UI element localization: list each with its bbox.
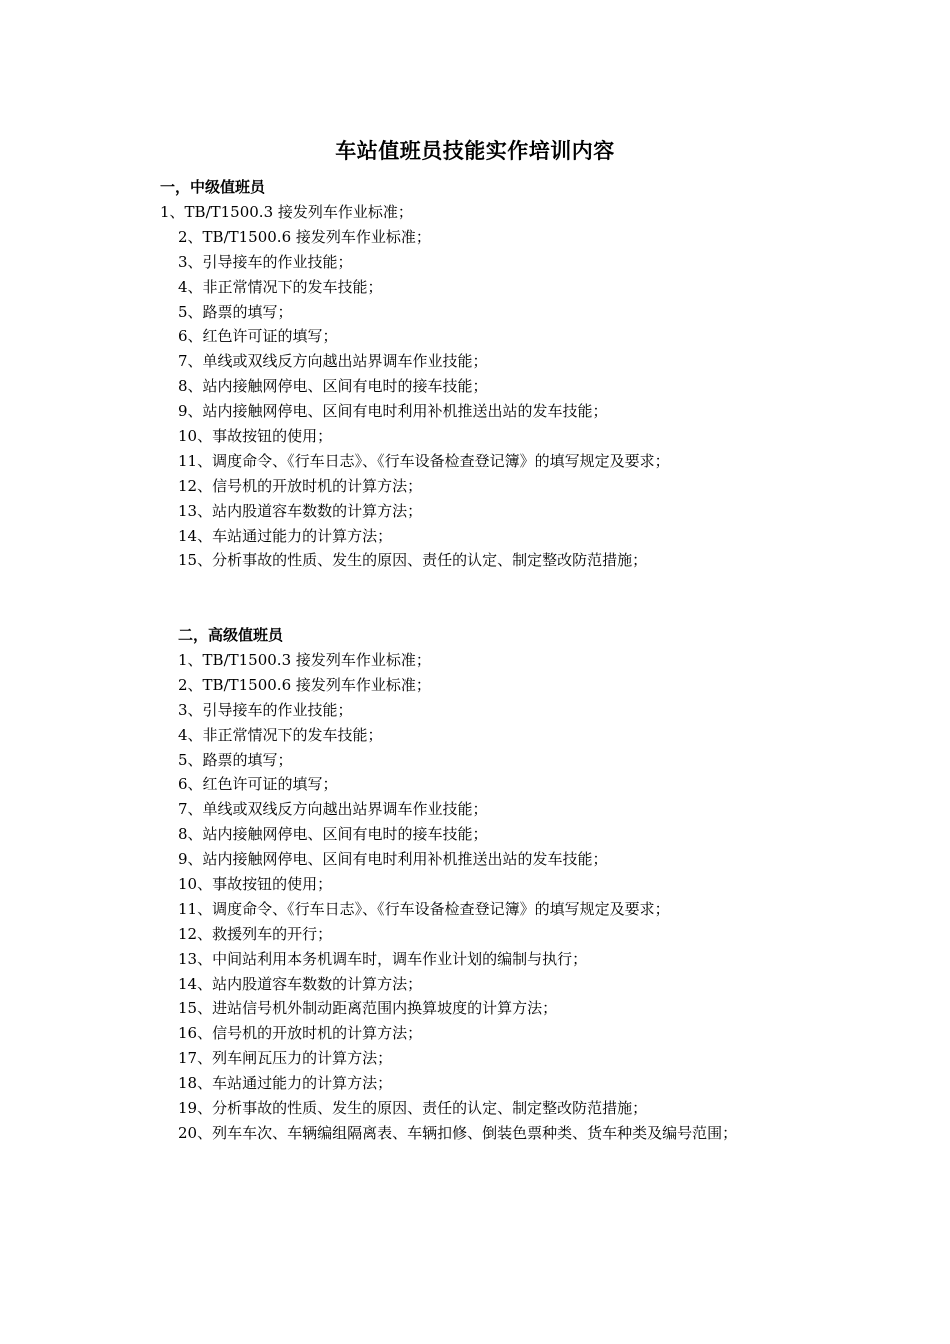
list-item: 8、站内接触网停电、区间有电时的接车技能； — [178, 825, 488, 844]
training-item-list — [0, 648, 950, 1146]
training-item-list — [0, 200, 950, 573]
list-item: 7、单线或双线反方向越出站界调车作业技能； — [178, 352, 488, 371]
list-item: 1、TB/T1500.3 接发列车作业标准； — [178, 651, 431, 669]
list-item: 11、调度命令、《行车日志》、《行车设备检查登记簿》的填写规定及要求； — [178, 899, 670, 918]
list-item: 13、中间站利用本务机调车时，调车作业计划的编制与执行； — [178, 949, 588, 968]
list-item: 10、事故按钮的使用； — [178, 875, 333, 894]
list-item: 11、调度命令、《行车日志》、《行车设备检查登记簿》的填写规定及要求； — [178, 451, 670, 470]
list-item: 20、列车车次、车辆编组隔离表、车辆扣修、倒装色票种类、货车种类及编号范围； — [178, 1123, 738, 1142]
list-item: 4、非正常情况下的发车技能； — [178, 725, 383, 744]
list-item: 6、红色许可证的填写； — [178, 775, 338, 794]
list-item: 15、分析事故的性质、发生的原因、责任的认定、制定整改防范措施； — [178, 551, 648, 570]
list-item: 14、车站通过能力的计算方法； — [178, 526, 393, 545]
list-item: 2、TB/T1500.6 接发列车作业标准； — [178, 675, 431, 694]
section-heading: 二，高级值班员 — [178, 626, 284, 644]
list-item: 10、事故按钮的使用； — [178, 427, 333, 446]
list-item: 4、非正常情况下的发车技能； — [178, 277, 383, 296]
section-advanced — [0, 623, 950, 1146]
list-item: 12、救援列车的开行； — [178, 924, 333, 943]
list-item: 3、引导接车的作业技能； — [178, 252, 353, 271]
list-item: 19、分析事故的性质、发生的原因、责任的认定、制定整改防范措施； — [178, 1099, 648, 1118]
list-item: 5、路票的填写； — [178, 750, 293, 769]
list-item: 3、引导接车的作业技能； — [178, 700, 353, 719]
list-item: 1、TB/T1500.3 接发列车作业标准； — [160, 203, 413, 221]
list-item: 12、信号机的开放时机的计算方法； — [178, 476, 423, 495]
list-item: 6、红色许可证的填写； — [178, 327, 338, 346]
list-item: 16、信号机的开放时机的计算方法； — [178, 1024, 423, 1043]
section-intermediate — [0, 175, 950, 573]
list-item: 8、站内接触网停电、区间有电时的接车技能； — [178, 377, 488, 396]
list-item: 13、站内股道容车数数的计算方法； — [178, 501, 423, 520]
list-item: 5、路票的填写； — [178, 302, 293, 321]
document-title: 车站值班员技能实作培训内容 — [335, 138, 615, 163]
list-item: 14、站内股道容车数数的计算方法； — [178, 974, 423, 993]
section-heading: 一，中级值班员 — [160, 178, 266, 196]
list-item: 9、站内接触网停电、区间有电时利用补机推送出站的发车技能； — [178, 850, 608, 869]
list-item: 17、列车闸瓦压力的计算方法； — [178, 1049, 393, 1068]
list-item: 9、站内接触网停电、区间有电时利用补机推送出站的发车技能； — [178, 402, 608, 421]
list-item: 15、进站信号机外制动距离范围内换算坡度的计算方法； — [178, 999, 558, 1018]
list-item: 18、车站通过能力的计算方法； — [178, 1074, 393, 1093]
list-item: 7、单线或双线反方向越出站界调车作业技能； — [178, 800, 488, 819]
list-item: 2、TB/T1500.6 接发列车作业标准； — [178, 227, 431, 246]
